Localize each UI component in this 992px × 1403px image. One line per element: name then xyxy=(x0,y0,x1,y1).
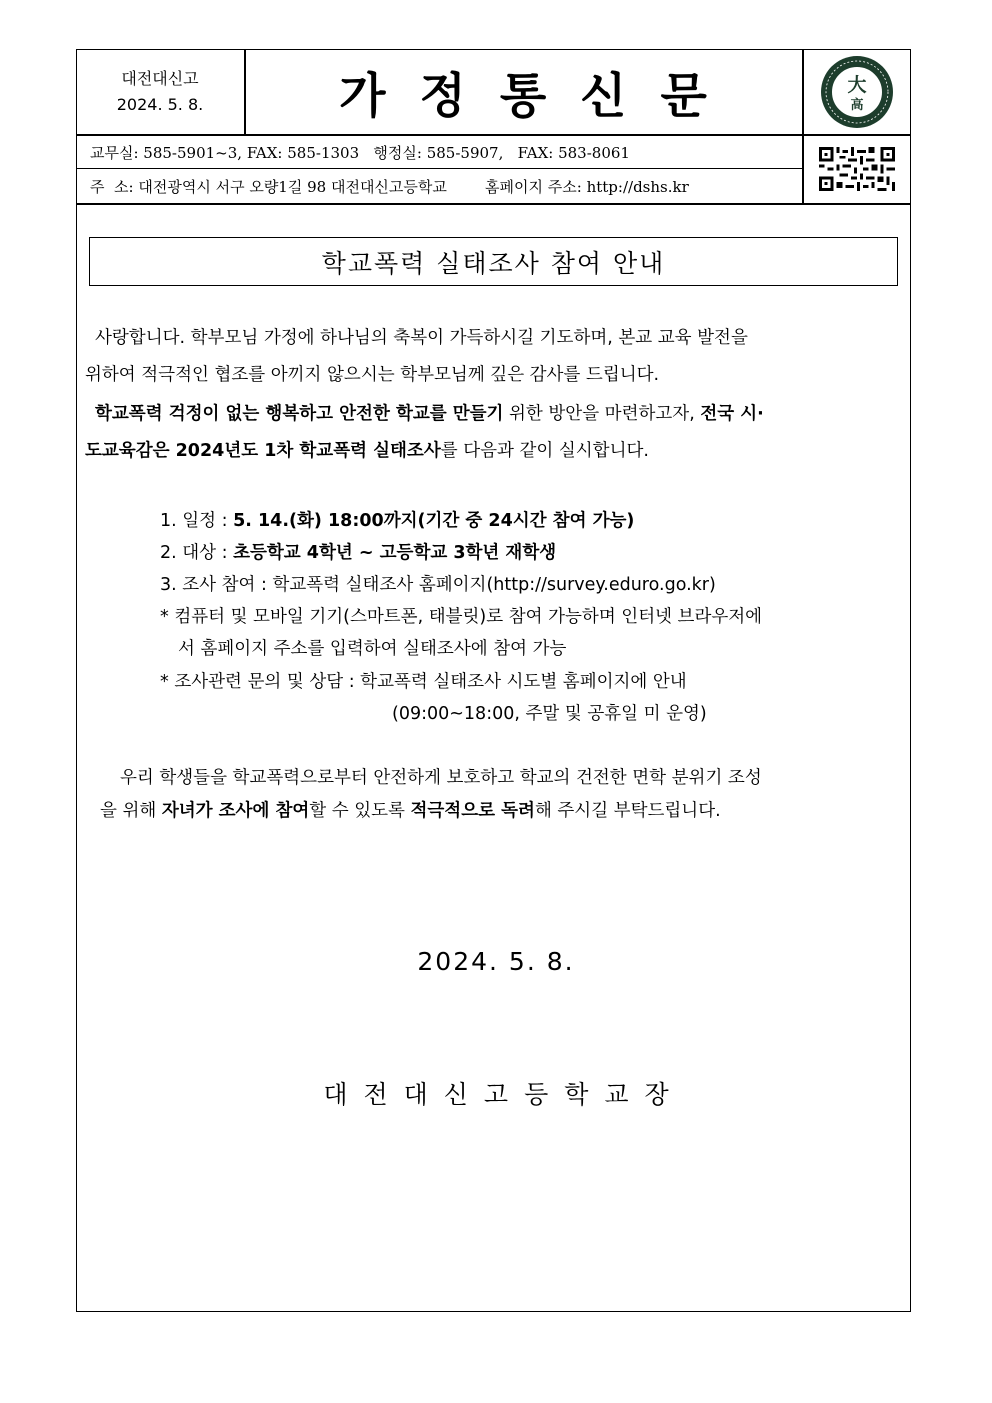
intro-line-3 xyxy=(95,399,764,429)
note-inquiry-line-2: (09:00~18:00, 주말 및 공휴일 미 운영) xyxy=(392,704,707,724)
target-value: 초등학교 4학년 ~ 고등학교 3학년 재학생 xyxy=(233,543,557,563)
school-emblem-icon xyxy=(819,54,895,130)
intro-line-2: 위하여 적극적인 협조를 아끼지 않으시는 학부모님께 깊은 감사를 드립니다. xyxy=(85,365,660,385)
sign-date: 2024. 5. 8. xyxy=(417,947,575,976)
closing-text-c: 해 주시길 부탁드립니다. xyxy=(534,801,721,821)
participation-label: 3. 조사 참여 : xyxy=(160,575,273,595)
school-short-name: 대전대신고 xyxy=(121,68,199,88)
notice-title: 학교폭력 실태조사 참여 안내 xyxy=(321,248,666,278)
notice-title-box xyxy=(89,237,898,286)
closing-text-b: 할 수 있도록 xyxy=(309,801,411,821)
address: 대전광역시 서구 오량1길 98 대전대신고등학교 xyxy=(138,178,447,196)
page-title: 가정통신문 xyxy=(339,68,741,124)
qr-code-icon xyxy=(818,147,896,191)
closing-line-2 xyxy=(100,796,721,826)
list-item-participation xyxy=(160,570,716,602)
schedule-label: 1. 일정 : xyxy=(160,511,234,531)
schedule-value: 5. 14.(화) 18:00까지(기간 중 24시간 참여 가능) xyxy=(233,511,635,531)
closing-text-a: 을 위해 xyxy=(100,801,162,821)
note-inquiry-line-1: * 조사관련 문의 및 상담 : 학교폭력 실태조사 시도별 홈페이지에 안내 xyxy=(160,672,687,692)
homepage-label: 홈페이지 주소: xyxy=(485,178,582,196)
header-rule-1 xyxy=(76,134,911,136)
issue-date: 2024. 5. 8. xyxy=(116,94,204,114)
intro-emphasis-1: 학교폭력 걱정이 없는 행복하고 안전한 학교를 만들기 xyxy=(95,404,504,424)
school-logo xyxy=(802,49,911,134)
note-devices-line-1: * 컴퓨터 및 모바일 기기(스마트폰, 태블릿)로 참여 가능하며 인터넷 브라우저에 xyxy=(160,607,763,627)
note-devices-line-2: 서 홈페이지 주소를 입력하여 실태조사에 참여 가능 xyxy=(178,639,567,659)
header-rule-3 xyxy=(76,203,911,205)
intro-emphasis-3: 도교육감은 2024년도 1차 학교폭력 실태조사 xyxy=(85,441,441,461)
address-line xyxy=(90,176,689,197)
closing-emphasis-1: 자녀가 조사에 참여 xyxy=(161,801,310,821)
list-item-target xyxy=(160,538,556,570)
intro-text-end: 를 다음과 같이 실시합니다. xyxy=(440,441,649,461)
intro-line-4 xyxy=(85,436,649,466)
school-info xyxy=(76,49,244,134)
contact-line: 교무실: 585-5901~3, FAX: 585-1303 행정실: 585-5907, FAX: 583-8061 xyxy=(90,144,630,162)
svg-text:高: 高 xyxy=(849,97,864,113)
closing-emphasis-2: 적극적으로 독려 xyxy=(410,801,535,821)
intro-emphasis-2: 전국 시· xyxy=(700,404,764,424)
closing-line-1: 우리 학생들을 학교폭력으로부터 안전하게 보호하고 학교의 건전한 면학 분위기 조성 xyxy=(120,768,762,788)
target-label: 2. 대상 : xyxy=(160,543,234,563)
header-rule-2 xyxy=(76,168,802,169)
homepage-link[interactable]: http://dshs.kr xyxy=(586,178,689,196)
qr-code[interactable] xyxy=(802,134,911,204)
intro-line-1: 사랑합니다. 학부모님 가정에 하나님의 축복이 가득하시길 기도하며, 본교 교육 발전을 xyxy=(95,328,748,348)
intro-text: 위한 방안을 마련하고자, xyxy=(503,404,701,424)
list-item-schedule xyxy=(160,506,634,538)
svg-text:大: 大 xyxy=(846,73,867,96)
participation-value[interactable]: 학교폭력 실태조사 홈페이지(http://survey.eduro.go.kr) xyxy=(272,575,716,595)
principal-signature: 대전대신고등학교장 xyxy=(323,1080,685,1109)
address-label: 주 소: xyxy=(90,178,134,196)
